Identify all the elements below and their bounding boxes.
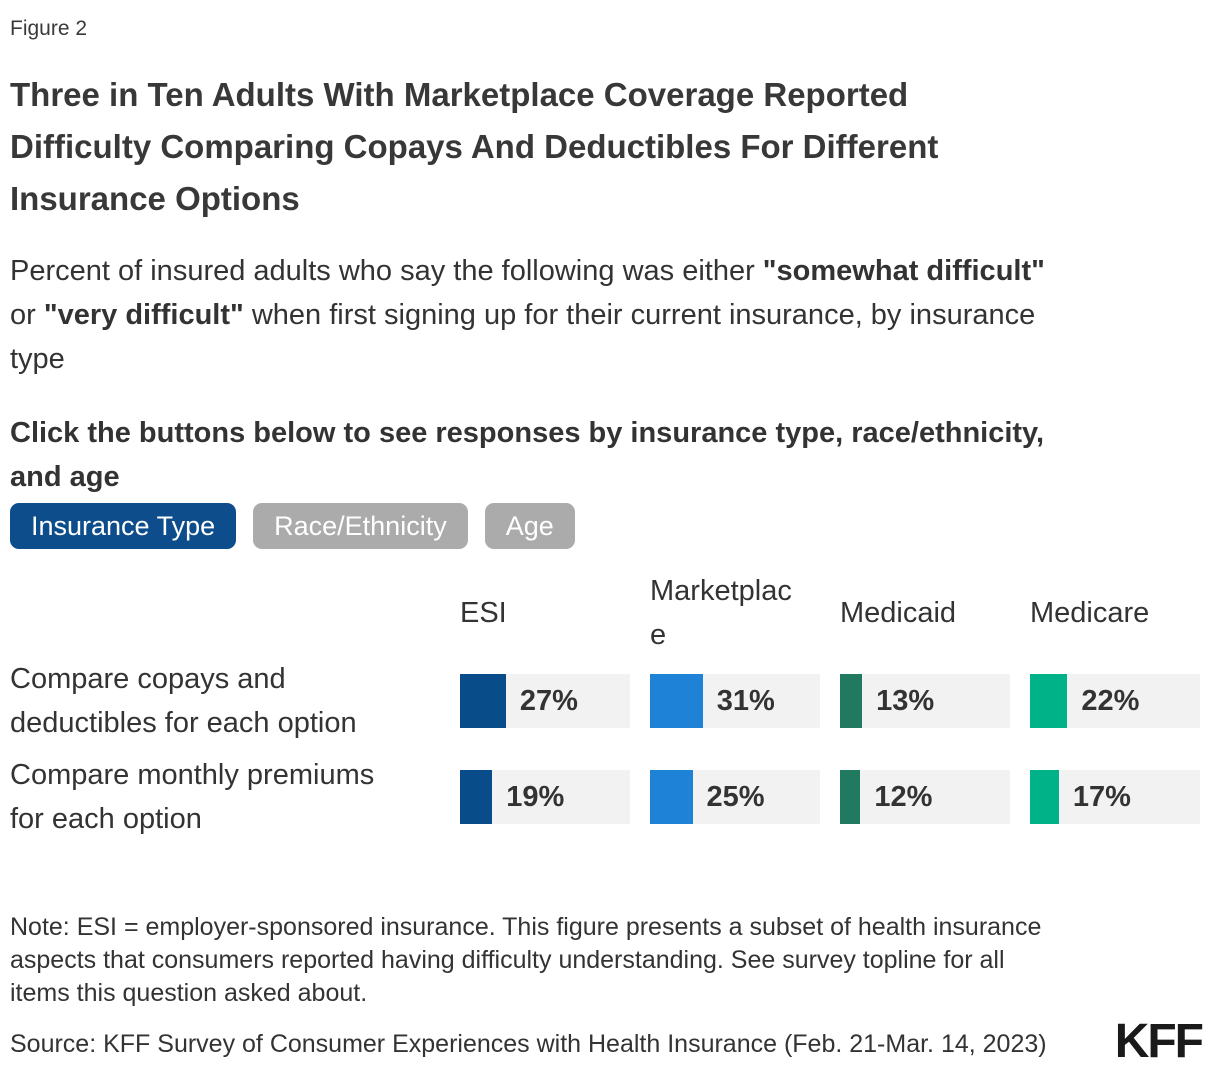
bar-fill-marketplace	[650, 770, 693, 824]
bar-medicare	[1030, 674, 1200, 728]
bar-fill-medicaid	[840, 770, 860, 824]
note-line: items this question asked about.	[10, 979, 368, 1007]
column-header-medicaid: Medicaid	[840, 597, 957, 629]
controls-heading-line: and age	[10, 461, 120, 493]
chart-subtitle-line: type	[10, 343, 65, 375]
note-line: aspects that consumers reported having difficulty understanding. See survey topline for all	[10, 946, 1005, 974]
source-row	[10, 1015, 1210, 1068]
bar-chart	[10, 569, 1210, 841]
source-text: Source: KFF Survey of Consumer Experiences with Health Insurance (Feb. 21-Mar. 14, 2023)	[10, 1030, 1047, 1058]
bar-esi	[460, 770, 630, 824]
bar-marketplace	[650, 674, 820, 728]
bar-value-label: 17%	[1072, 780, 1131, 813]
bar-fill-marketplace	[650, 674, 703, 728]
bar-value-label: 13%	[876, 684, 935, 717]
chart-title	[10, 69, 1210, 225]
age-button[interactable]: Age	[485, 503, 575, 549]
bar-value-label: 12%	[874, 780, 933, 813]
bar-fill-medicare	[1030, 770, 1059, 824]
chart-row-monthly-premiums	[10, 753, 1210, 841]
bar-value-label: 22%	[1081, 684, 1140, 717]
chart-subtitle	[10, 249, 1210, 381]
chart-title-line: Insurance Options	[10, 180, 300, 217]
column-header-row	[10, 569, 1210, 657]
bar-fill-esi	[460, 770, 492, 824]
bar-fill-medicare	[1030, 674, 1067, 728]
bar-medicaid	[840, 770, 1010, 824]
insurance-type-button[interactable]: Insurance Type	[10, 503, 236, 549]
chart-title-line: Difficulty Comparing Copays And Deductibles For Different	[10, 128, 939, 165]
column-header-medicare: Medicare	[1030, 597, 1150, 629]
bar-medicare	[1030, 770, 1200, 824]
kff-logo: KFF	[1114, 1015, 1202, 1068]
column-header-marketplace: Marketplace	[650, 575, 792, 651]
view-toggle-buttons	[10, 503, 1210, 549]
bar-esi	[460, 674, 630, 728]
note-text	[10, 911, 1210, 1010]
chart-subtitle-line: or "very difficult" when first signing up for their current insurance, by insurance	[10, 299, 1036, 331]
note-line: Note: ESI = employer-sponsored insurance. This figure presents a subset of health insurance	[10, 913, 1042, 941]
bar-value-label: 31%	[716, 684, 775, 717]
chart-row-copays-deductibles	[10, 657, 1210, 745]
bar-value-label: 19%	[506, 780, 565, 813]
bar-fill-esi	[460, 674, 506, 728]
chart-subtitle-line: Percent of insured adults who say the following was either "somewhat difficult"	[10, 255, 1045, 287]
race-ethnicity-button[interactable]: Race/Ethnicity	[253, 503, 468, 549]
controls-heading	[10, 411, 1210, 499]
bar-value-label: 25%	[706, 780, 765, 813]
chart-title-line: Three in Ten Adults With Marketplace Coverage Reported	[10, 76, 909, 113]
bar-medicaid	[840, 674, 1010, 728]
bar-fill-medicaid	[840, 674, 862, 728]
figure-label: Figure 2	[10, 17, 88, 40]
row-label: Compare copays and deductibles for each option	[10, 663, 357, 739]
bar-value-label: 27%	[519, 684, 578, 717]
row-label: Compare monthly premiums for each option	[10, 759, 375, 835]
controls-heading-line: Click the buttons below to see responses by insurance type, race/ethnicity,	[10, 417, 1045, 449]
column-header-esi: ESI	[460, 597, 507, 629]
bar-marketplace	[650, 770, 820, 824]
